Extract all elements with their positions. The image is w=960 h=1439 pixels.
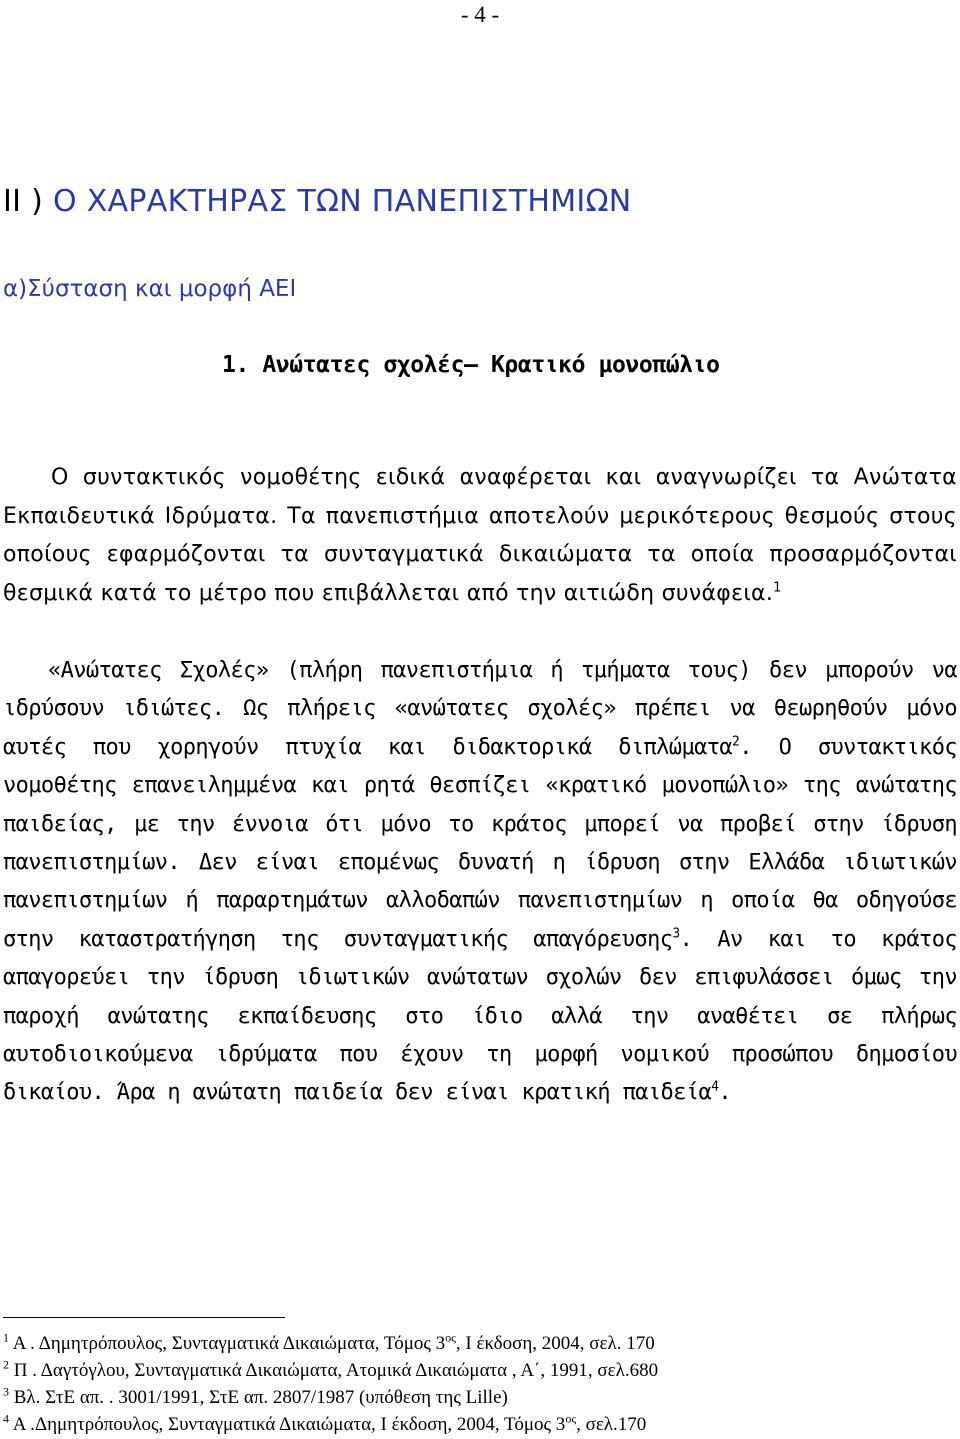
paragraph-2-text-c: . Αν και το κράτος απαγορεύει την ίδρυση ιδιωτικών ανώτατων σχολών δεν επιφυλάσσει όμως την παροχή ανώτατης εκπαίδευσης στο ίδιο αλλά την αναθέτει σε πλήρως αυτοδιοικούμενα ιδρύματα που έχουν τη μορφή νομικού προσώπου δημοσίου δικαίου. Άρα η ανώτατη παιδεία δεν είναι κρατική παιδεία [3, 926, 957, 1106]
footnote-ref-4[interactable]: 4 [711, 1080, 719, 1096]
section-title [3, 184, 632, 219]
footnote-text: Α . Δημητρόπουλος, Συνταγματικά Δικαιώματα, Τόμος 3 [9, 1333, 446, 1354]
footnotes [3, 1330, 658, 1438]
footnote-text: Π . Δαγτόγλου, Συνταγματικά Δικαιώματα, Ατομικά Δικαιώματα , Α΄, 1991, σελ.680 [9, 1360, 659, 1381]
footnote-ref-1[interactable]: 1 [773, 580, 782, 596]
footnote-superscript: ος [565, 1411, 577, 1426]
footnote-ref-2[interactable]: 2 [732, 734, 740, 750]
paragraph-2-text-a: «Ανώτατες Σχολές» (πλήρη πανεπιστήμια ή τμήματα τους) δεν μπορούν να ιδρύσουν ιδιώτες. Ως πλήρεις «ανώτατες σχολές» πρέπει να θεωρηθούν μόνο αυτές που χορηγούν πτυχία και διδακτορικά διπλώματα [3, 658, 957, 760]
footnote-mark: 2 [3, 1357, 9, 1372]
footnote-mark: 3 [3, 1384, 9, 1399]
footnote-text: Α .Δημητρόπουλος, Συνταγματικά Δικαιώματα, Ι έκδοση, 2004, Τόμος 3 [9, 1414, 566, 1435]
page-number: - 4 - [460, 2, 500, 27]
footnote [3, 1411, 658, 1438]
footnote [3, 1384, 658, 1411]
footnote-mark: 1 [3, 1330, 9, 1345]
footnote-mark: 4 [3, 1411, 9, 1426]
footnote-separator [3, 1317, 285, 1318]
footnote [3, 1330, 658, 1357]
subsection-title: α)Σύσταση και μορφή ΑΕΙ [3, 276, 297, 302]
numbered-heading: 1. Ανώτατες σχολές– Κρατικό μονοπώλιο [222, 352, 720, 378]
footnote-text-tail: , σελ.170 [576, 1414, 647, 1435]
section-number: II ) [3, 184, 44, 219]
footnote [3, 1357, 658, 1384]
paragraph-1-text: Ο συντακτικός νομοθέτης ειδικά αναφέρεται και αναγνωρίζει τα Ανώτατα Εκπαιδευτικά Ιδρύματα. Τα πανεπιστήμια αποτελούν μερικότερους θεσμούς στους οποίους εφαρμόζονται τα συνταγματικά δικαιώματα τα οποία προσαρμόζονται θεσμικά κατά το μέτρο που επιβάλλεται από την αιτιώδη συνάφεια. [3, 465, 957, 606]
paragraph-2-text-d: . [718, 1080, 732, 1106]
section-title-text: Ο ΧΑΡΑΚΤΗΡΑΣ ΤΩΝ ΠΑΝΕΠΙΣΤΗΜΙΩΝ [52, 184, 632, 219]
paragraph-2-text-b: . Ο συντακτικός νομοθέτης επανειλημμένα και ρητά θεσπίζει «κρατικό μονοπώλιο» της ανώτατης παιδείας, με την έννοια ότι μόνο το κράτος μπορεί να προβεί στην ίδρυση πανεπιστημίων. Δεν είναι επομένως δυνατή η ίδρυση στην Ελλάδα ιδιωτικών πανεπιστημίων ή παραρτημάτων αλλοδαπών πανεπιστημίων η οποία θα οδηγούσε στην καταστρατήγηση της συνταγματικής απαγόρευσης [3, 734, 957, 952]
footnote-text-tail: , Ι έκδοση, 2004, σελ. 170 [455, 1333, 655, 1354]
paragraph-2 [3, 652, 957, 1113]
footnote-ref-3[interactable]: 3 [672, 926, 680, 942]
footnote-text: Βλ. ΣτΕ απ. . 3001/1991, ΣτΕ απ. 2807/1987 (υπόθεση της Lille) [9, 1387, 508, 1408]
paragraph-1 [3, 459, 957, 613]
footnote-superscript: ος [445, 1330, 456, 1345]
